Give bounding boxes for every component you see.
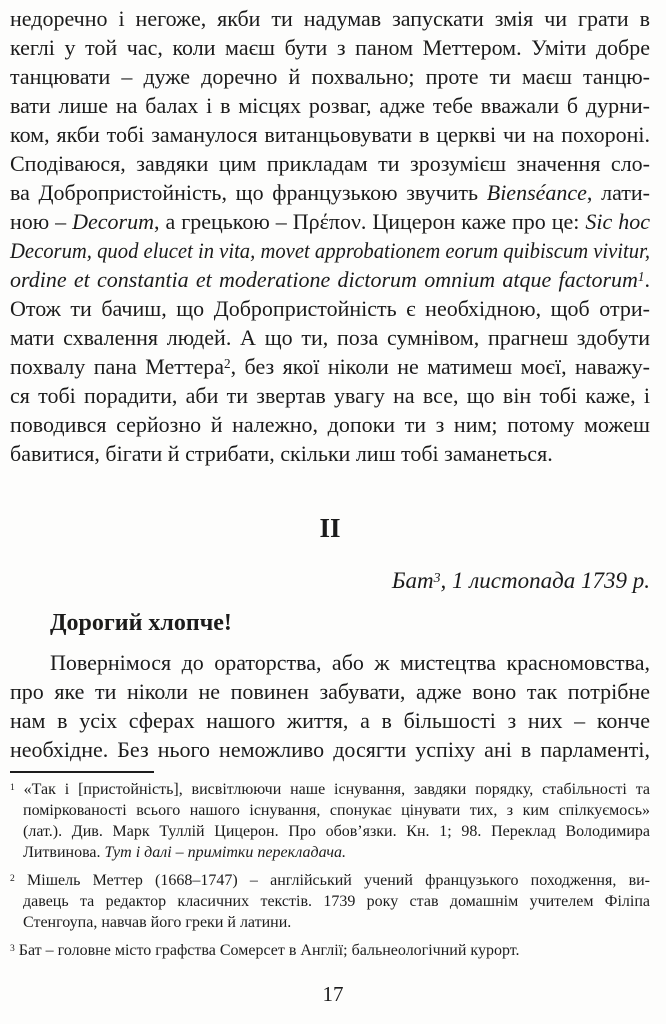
text-segment: кеглі у той час, коли маєш бути з паном Меттером. Уміти добре [10,35,650,60]
text-line [10,294,650,323]
salutation: Дорогий хлопче! [50,610,232,636]
text-segment: бавитися, бігати й стрибати, скільки лиш тобі заманеться. [10,441,553,466]
text-segment: Sic hoc [585,209,650,234]
text-line [10,940,650,961]
text-segment: Сподіваюся, завдяки цим прикладам ти зрозумієш значення сло- [10,151,650,176]
text-segment: , лати- [586,180,650,205]
text-line [10,352,650,381]
text-line [10,207,650,236]
text-segment: ва Добропристойність, що французькою звучить [10,180,487,205]
text-line [10,149,650,178]
text-segment: похвалу пана Меттера [10,354,225,379]
text-line [10,800,650,821]
text-segment: танцювати – дуже доречно й похвально; проте ти маєш танцю- [10,64,650,89]
footnote-marker: 3 [10,942,15,954]
text-line [10,842,650,863]
text-segment: необхідне. Без нього неможливо досягти успіху ані в парламенті, [10,737,650,762]
text-segment: давець та редактор класичних текстів. 1739 року став домашнім учителем Філіпа [23,893,650,910]
text-segment: вати лише на балах і в місцях розваг, адже тебе вважали б дурни- [10,93,650,118]
text-segment: поводився серйозно й належно, допоки ти з ним; потому можеш [10,412,650,437]
text-segment: Bienséance [486,180,587,205]
letter-paragraph [10,648,650,764]
text-segment: Decorum [72,209,155,234]
text-segment: Стенгоупа, навчав його греки й латини. [23,914,292,931]
text-line [10,735,650,764]
text-segment: (лат.). Див. Марк Туллій Цицерон. Про обов’язки. Кн. 1; 98. Переклад Володимира [23,823,650,840]
text-segment: Повернімося до ораторства, або ж мистецтва красномовства, [50,650,650,675]
footnote-ref: 1 [637,269,645,285]
text-line [10,821,650,842]
text-line [10,91,650,120]
text-line [10,381,650,410]
footnote [10,870,650,933]
text-line [10,265,650,294]
text-line [10,62,650,91]
continuation-paragraph [10,4,650,468]
text-line [10,677,650,706]
text-line [10,912,650,933]
footnote [10,940,650,961]
page-number: 17 [322,982,344,1006]
text-segment: «Так і [пристойність], висвітлюючи наше існування, завдяки порядку, стабільності та [23,781,650,798]
text-segment: мати схвалення людей. А що ти, поза сумнівом, прагнеш здобути [10,325,650,350]
text-segment: ком, якби тобі заманулося витанцьовувати в церкві чи на похороні. [10,122,650,147]
text-segment: , без якої ніколи не матимеш моєї, наважу- [230,354,650,379]
text-segment: ся тобі порадити, аби ти звертав увагу на все, що він тобі каже, і [10,383,650,408]
text-segment: Отож ти бачиш, що Добропристойність є необхідною, щоб отри- [10,296,650,321]
text-segment: , 1 листопада 1739 р. [440,568,650,593]
text-line [10,891,650,912]
footnotes-block [10,779,650,961]
text-segment: поміркованості всього нашого існування, спонукає цінувати тих, з ким спілкуємось» [23,802,650,819]
text-segment: . [644,267,650,292]
text-line [10,648,650,677]
footnote-separator [10,771,154,773]
text-line [10,439,650,468]
text-line [10,870,650,891]
text-segment: Бат – головне місто графства Сомерсет в Англії; бальнеологічний курорт. [18,942,520,959]
footnote-marker: 2 [10,872,15,884]
text-line [10,706,650,735]
dateline [10,566,650,596]
section-heading: II [319,513,341,543]
text-line [10,236,650,265]
text-segment: недоречно і негоже, якби ти надумав запускати змія чи грати в [10,6,650,31]
text-segment: Бат [391,568,434,593]
footnote-ref: 2 [224,356,231,372]
footnote-ref: 3 [433,569,441,585]
footnote-marker: 1 [10,781,15,793]
text-line [10,410,650,439]
text-segment: , а грецькою – Πρέπον. Цицерон каже про це: [154,209,586,234]
text-segment: Мішель Меттер (1668–1747) – англійський учений французького походження, ви- [27,872,651,889]
text-segment: про яке ти ніколи не повинен забувати, адже воно так потрібне [10,679,650,704]
text-segment: Тут і далі – примітки перекладача. [104,844,347,861]
text-line [10,178,650,207]
text-line [10,779,650,800]
text-segment: ordine et constantia et moderatione dictorum omnium atque factorum [10,267,638,292]
text-segment: Литвинова. [23,844,105,861]
text-line [10,33,650,62]
text-segment: нам в усіх сферах нашого життя, а в більшості з них – конче [10,708,650,733]
page-content [10,0,650,961]
text-line [10,4,650,33]
text-line [10,323,650,352]
footnote [10,779,650,863]
text-segment: Decorum, quod elucet in vita, movet approbationem eorum quibiscum vivitur, [10,238,650,263]
text-line [10,120,650,149]
text-segment: ною – [10,209,73,234]
